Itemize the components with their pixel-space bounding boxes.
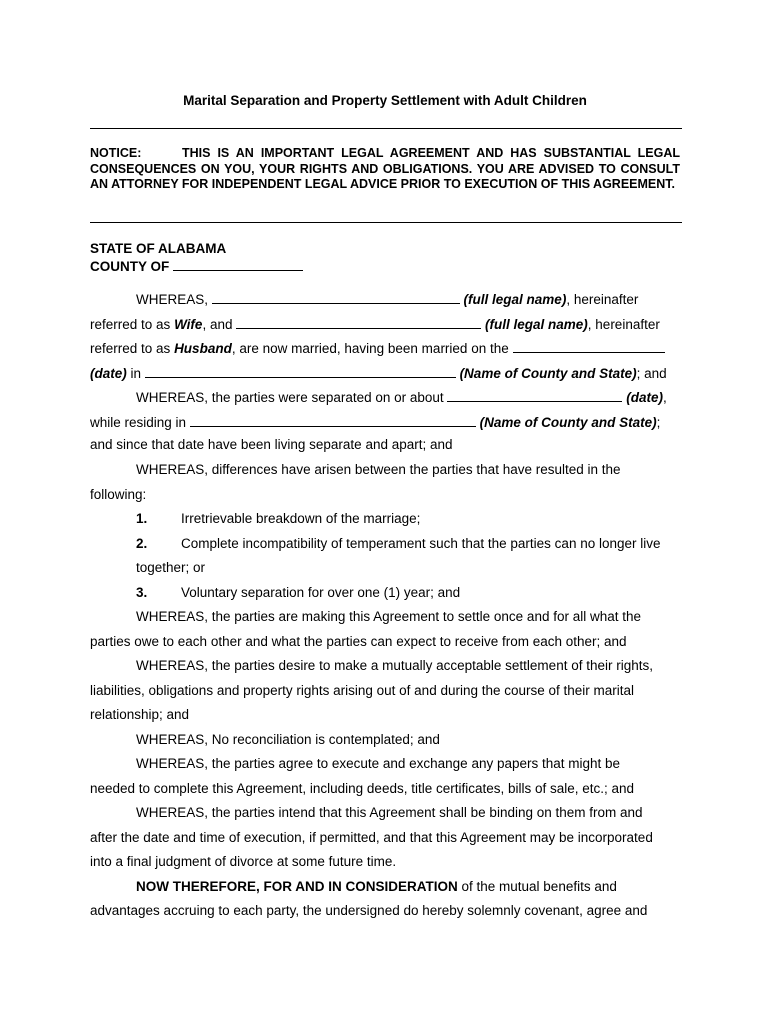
whereas-3-line-1: WHEREAS, differences have arisen between the parties that have resulted in the <box>136 462 621 477</box>
now-therefore-line-1 <box>136 879 617 895</box>
whereas-2-line-3: and since that date have been living separate and apart; and <box>90 437 453 452</box>
now-therefore-text: of the mutual benefits and <box>457 879 617 894</box>
county-state-label-2: (Name of County and State) <box>479 415 657 430</box>
reason-item-1 <box>136 511 420 527</box>
whereas-2-line-2 <box>90 413 660 431</box>
item-text: Voluntary separation for over one (1) year; and <box>181 585 461 600</box>
hereinafter-text-2: , hereinafter <box>587 317 660 332</box>
whereas-5-line-1: WHEREAS, the parties desire to make a mutually acceptable settlement of their rights, <box>136 658 653 673</box>
notice-block <box>90 146 680 193</box>
whereas-6: WHEREAS, No reconciliation is contemplated; and <box>136 732 440 747</box>
venue-state: STATE OF ALABAMA <box>90 241 227 256</box>
bottom-divider <box>90 222 682 223</box>
whereas-7-line-1: WHEREAS, the parties agree to execute and exchange any papers that might be <box>136 756 621 771</box>
husband-label: Husband <box>174 341 232 356</box>
whereas-8-line-3: into a final judgment of divorce at some future time. <box>90 854 397 869</box>
document-title: Marital Separation and Property Settlement with Adult Children <box>183 93 587 108</box>
reason-item-3 <box>136 585 460 601</box>
county-blank[interactable] <box>173 257 303 271</box>
comma-text: , <box>662 390 667 405</box>
husband-name-blank[interactable] <box>236 315 481 329</box>
referred-text-2: referred to as <box>90 341 171 356</box>
whereas-2-line-1 <box>136 388 667 406</box>
whereas-1-line-1 <box>136 290 638 308</box>
notice-label: NOTICE: <box>90 146 142 160</box>
whereas-5-line-3: relationship; and <box>90 707 190 722</box>
in-text: in <box>130 366 142 381</box>
residing-text: while residing in <box>90 415 187 430</box>
item-number: 1. <box>136 511 148 526</box>
wife-label: Wife <box>174 317 203 332</box>
item-number: 3. <box>136 585 148 600</box>
top-divider <box>90 128 682 129</box>
reason-item-2-continued: together; or <box>136 560 206 575</box>
semicolon-text: ; <box>656 415 661 430</box>
whereas-4-line-2: parties owe to each other and what the parties can expect to receive from each other; and <box>90 634 627 649</box>
whereas-7-line-2: needed to complete this Agreement, including deeds, title certificates, bills of sale, etc.; and <box>90 781 635 796</box>
semicolon-and-text: ; and <box>636 366 667 381</box>
whereas-5-line-2: liabilities, obligations and property rights arising out of and during the course of their marital <box>90 683 635 698</box>
reason-item-2 <box>136 536 661 552</box>
whereas-4-line-1: WHEREAS, the parties are making this Agreement to settle once and for all what the <box>136 609 642 624</box>
full-legal-name-label: (full legal name) <box>463 292 567 307</box>
whereas-3-line-2: following: <box>90 487 147 502</box>
item-text: Complete incompatibility of temperament such that the parties can no longer live <box>181 536 661 551</box>
residence-blank[interactable] <box>190 413 476 427</box>
marriage-date-blank[interactable] <box>513 339 665 353</box>
whereas-1-line-3 <box>90 339 665 357</box>
separation-date-blank[interactable] <box>447 388 622 402</box>
date-label-2: (date) <box>626 390 663 405</box>
now-therefore-line-2: advantages accruing to each party, the undersigned do hereby solemnly covenant, agree and <box>90 903 648 918</box>
married-text: , are now married, having been married on the <box>231 341 509 356</box>
wife-name-blank[interactable] <box>212 290 460 304</box>
marriage-place-blank[interactable] <box>145 364 456 378</box>
whereas-1-line-4 <box>90 364 667 382</box>
whereas-8-line-2: after the date and time of execution, if permitted, and that this Agreement may be incorporated <box>90 830 653 845</box>
item-number: 2. <box>136 536 148 551</box>
whereas-1-line-2 <box>90 315 660 333</box>
venue-county-label: COUNTY OF <box>90 259 170 274</box>
notice-text: THIS IS AN IMPORTANT LEGAL AGREEMENT AND HAS SUBSTANTIAL LEGAL CONSEQUENCES ON YOU, YOUR RIGHTS AND OBLIGATIONS. YOU ARE ADVISED TO CONSULT AN ATTORNEY FOR INDEPENDENT LEGAL ADVICE PRIOR TO EXECUTION OF THIS AGREEMENT. <box>90 146 680 191</box>
referred-text: referred to as <box>90 317 171 332</box>
whereas-8-line-1: WHEREAS, the parties intend that this Agreement shall be binding on them from and <box>136 805 643 820</box>
item-text: Irretrievable breakdown of the marriage; <box>181 511 421 526</box>
whereas-text: WHEREAS, <box>136 292 209 307</box>
date-label: (date) <box>90 366 127 381</box>
and-text: , and <box>202 317 233 332</box>
hereinafter-text: , hereinafter <box>566 292 639 307</box>
venue-block <box>90 240 303 275</box>
county-state-label: (Name of County and State) <box>459 366 637 381</box>
now-therefore-heading: NOW THEREFORE, FOR AND IN CONSIDERATION <box>136 879 458 894</box>
full-legal-name-label-2: (full legal name) <box>485 317 588 332</box>
separated-text: WHEREAS, the parties were separated on or about <box>136 390 444 405</box>
